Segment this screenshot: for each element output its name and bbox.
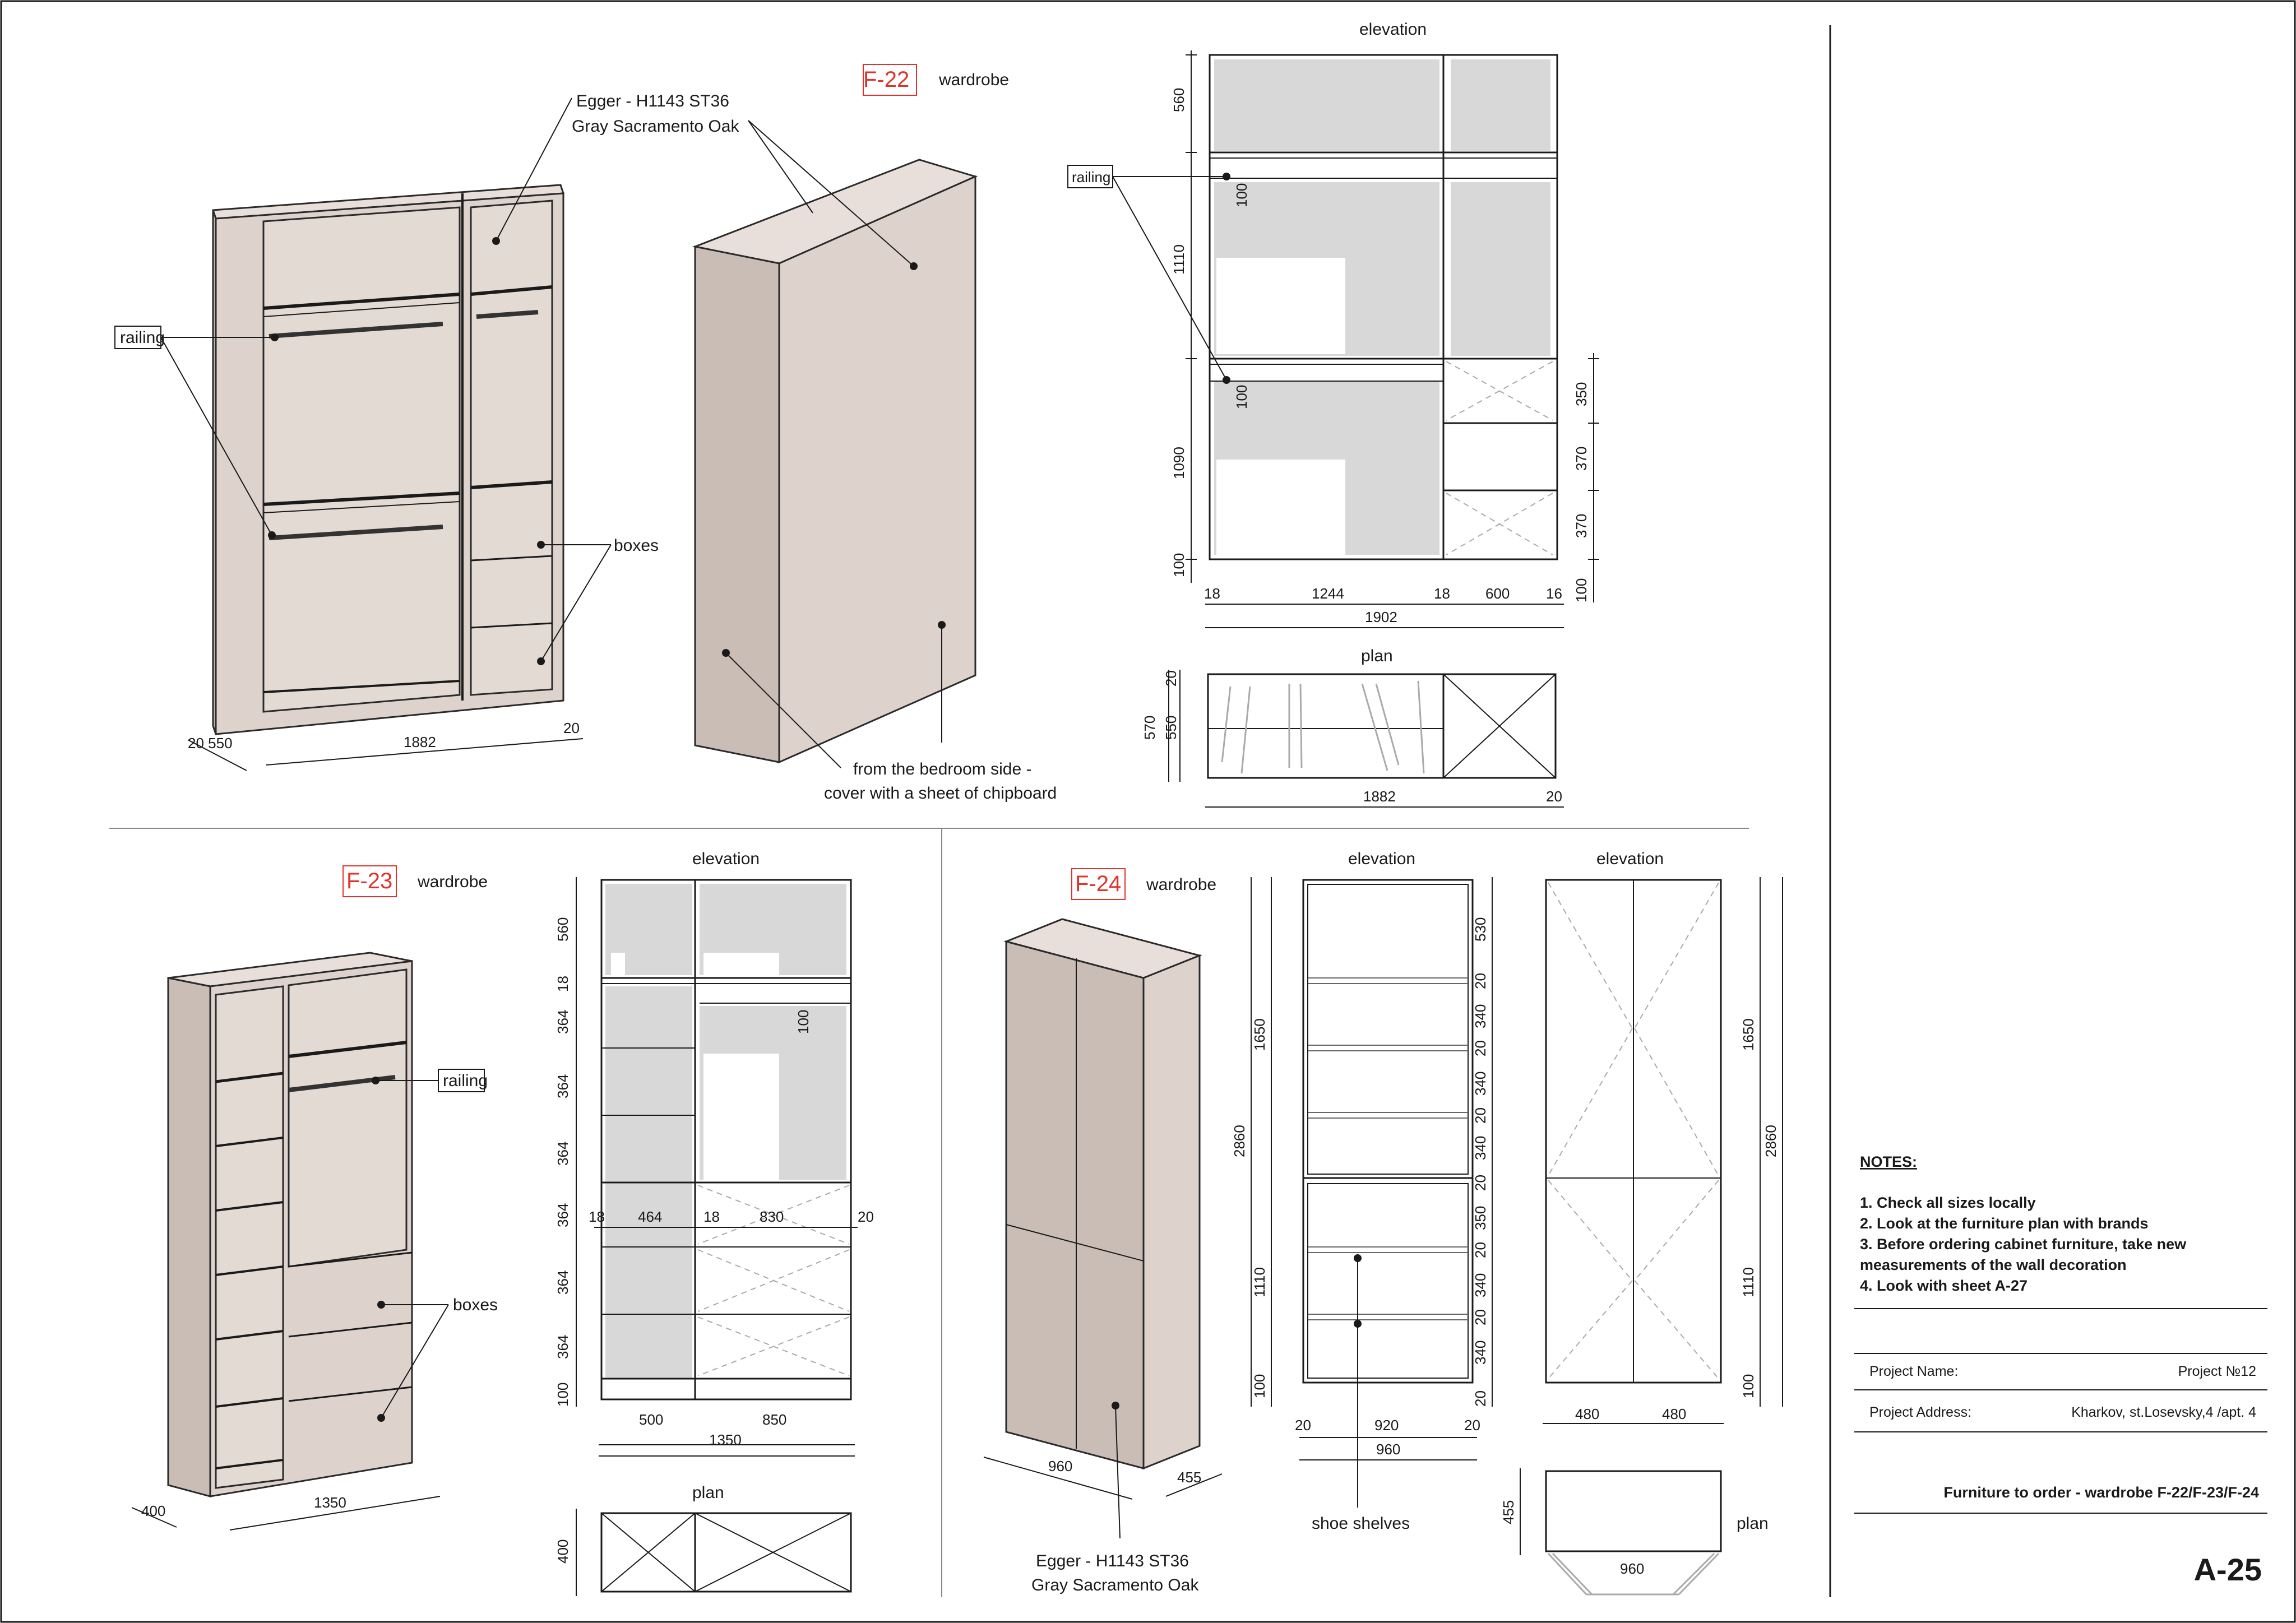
f24-s-340d: 340: [1472, 1273, 1489, 1297]
f24-material-line1: Egger - H1143 ST36: [1036, 1552, 1189, 1570]
f22-back-note-line2: cover with a sheet of chipboard: [824, 784, 1057, 803]
f22-h-100: 100: [1170, 553, 1187, 577]
f24-base: 100: [1251, 1374, 1268, 1398]
notes-title: NOTES:: [1860, 1153, 1918, 1170]
f22-tag: F-22: [863, 67, 910, 92]
project-address-label: Project Address:: [1869, 1404, 1972, 1420]
f22-drawer-350: 350: [1573, 382, 1590, 406]
f22-w-16: 16: [1546, 585, 1562, 602]
f22-iso-width: 1882: [404, 734, 436, 750]
f23-h-364a: 364: [554, 1009, 571, 1034]
f24-elevation-title: elevation: [1348, 850, 1416, 868]
f24-tag: F-24: [1075, 871, 1122, 896]
f24-s-530: 530: [1472, 917, 1489, 942]
f24-total-height: 2860: [1231, 1125, 1248, 1157]
f23-plan-title: plan: [692, 1483, 724, 1502]
note-3: 3. Before ordering cabinet furniture, take new: [1860, 1236, 2187, 1253]
f23-name: wardrobe: [418, 873, 488, 891]
project-name: Project №12: [2178, 1364, 2256, 1379]
f23-plan-depth: 400: [554, 1539, 571, 1564]
f22-back-note-line1: from the bedroom side -: [853, 760, 1032, 778]
f22-drawer-370a: 370: [1573, 446, 1590, 471]
f24-iso-width: 960: [1048, 1458, 1073, 1474]
f23-h-364c: 364: [554, 1141, 571, 1166]
f22-h-560: 560: [1170, 87, 1187, 112]
f22-drawer-100: 100: [1573, 578, 1590, 602]
f24-s-20g: 20: [1472, 1390, 1489, 1407]
f23-tag: F-23: [346, 869, 393, 893]
f22-total-width: 1902: [1365, 609, 1397, 625]
f24-elevation-closed: [1546, 880, 1721, 1383]
f24-lower: 1110: [1251, 1267, 1268, 1297]
f24-s-350: 350: [1472, 1205, 1489, 1230]
f24-elevation-open: [1303, 880, 1473, 1383]
f23-h-364b: 364: [554, 1074, 571, 1098]
f23-iso-width: 1350: [314, 1494, 346, 1511]
f22-plan-width: 1882: [1363, 788, 1396, 805]
f22-iso-right: 20: [563, 720, 580, 736]
f23-railing-label: railing: [443, 1072, 488, 1090]
f22-iso-dimensions: [188, 739, 583, 771]
f24-elev2-base: 100: [1740, 1374, 1757, 1398]
f24-s-20f: 20: [1472, 1309, 1489, 1325]
f24-s-340b: 340: [1472, 1071, 1489, 1096]
f23-plan: [601, 1513, 851, 1592]
f24-s-20e: 20: [1472, 1242, 1489, 1258]
f24-iso-depth: 455: [1177, 1469, 1202, 1486]
f22-elevation: [1210, 55, 1557, 559]
f22-elev-railing-label: railing: [1072, 169, 1111, 186]
f22-railing-label: railing: [120, 328, 165, 347]
drawing-title: Furniture to order - wardrobe F-22/F-23/F-24: [1943, 1484, 2259, 1501]
f22-w-600: 600: [1485, 585, 1510, 602]
f23-w-850: 850: [762, 1411, 787, 1428]
f22-boxes-label: boxes: [614, 536, 659, 555]
f22-iso-depth: 20 550: [188, 735, 233, 752]
f23-total-width: 1350: [709, 1431, 742, 1448]
f23-iso-depth: 400: [141, 1503, 166, 1519]
f23-h-560: 560: [554, 917, 571, 942]
f22-name: wardrobe: [939, 71, 1010, 89]
f22-rail-gap-1: 100: [1233, 183, 1250, 207]
f22-rail-gap-2: 100: [1233, 384, 1250, 409]
f23-iso-dims: [132, 1496, 440, 1530]
f22-plan-20: 20: [1163, 670, 1179, 687]
f22-elevation-title: elevation: [1359, 20, 1427, 39]
f22-drawer-370b: 370: [1573, 513, 1590, 538]
f24-s-20c: 20: [1472, 1107, 1489, 1124]
f24-door-480a: 480: [1575, 1406, 1600, 1422]
f22-drawer-dim-line: [1588, 353, 1599, 602]
f24-elevation2-title: elevation: [1596, 850, 1664, 868]
f22-isometric-closed: [695, 160, 975, 762]
f24-s-20b: 20: [1472, 1040, 1489, 1056]
f24-upper: 1650: [1251, 1018, 1268, 1051]
f22-w-1244: 1244: [1312, 585, 1344, 602]
f23-w-500: 500: [639, 1411, 664, 1428]
f23-h-364d: 364: [554, 1203, 571, 1227]
f24-isometric: [1006, 919, 1200, 1468]
f24-iw-20a: 20: [1295, 1417, 1311, 1434]
f24-iw-920: 920: [1374, 1417, 1399, 1434]
f22-h-1090: 1090: [1170, 447, 1187, 479]
f24-material-line2: Gray Sacramento Oak: [1031, 1576, 1199, 1594]
f22-isometric-open: [213, 185, 563, 734]
project-name-label: Project Name:: [1869, 1364, 1959, 1379]
f24-plan-depth: 455: [1500, 1500, 1517, 1524]
f22-material-line2: Gray Sacramento Oak: [572, 117, 739, 136]
f22-height-dim-line: [1186, 50, 1197, 583]
f23-elevation-title: elevation: [692, 850, 760, 868]
f23-h-364e: 364: [554, 1270, 571, 1295]
f23-iw-830: 830: [760, 1208, 784, 1225]
f24-s-340a: 340: [1472, 1004, 1489, 1028]
note-3-cont: measurements of the wall decoration: [1860, 1256, 2127, 1273]
project-address: Kharkov, st.Losevsky,4 /apt. 4: [2071, 1404, 2256, 1420]
note-1: 1. Check all sizes locally: [1860, 1194, 2036, 1211]
f24-s-340e: 340: [1472, 1340, 1489, 1365]
f22-plan-550: 550: [1163, 715, 1179, 740]
f24-total-width: 960: [1376, 1441, 1401, 1458]
f24-plan-width: 960: [1620, 1560, 1645, 1577]
f23-iw-18b: 18: [703, 1208, 720, 1225]
f23-h-18: 18: [554, 976, 571, 992]
f24-s-340c: 340: [1472, 1135, 1489, 1160]
f23-h-100: 100: [554, 1382, 571, 1407]
f24-elev2-lower: 1110: [1740, 1267, 1757, 1297]
sheet-number: A-25: [2193, 1552, 2262, 1587]
f22-w-18a: 18: [1204, 585, 1220, 602]
f23-boxes-label: boxes: [453, 1296, 498, 1314]
f22-material-line1: Egger - H1143 ST36: [576, 92, 729, 110]
f24-elev2-total: 2860: [1762, 1125, 1779, 1157]
f22-plan-title: plan: [1361, 647, 1393, 665]
f24-iw-20b: 20: [1464, 1417, 1480, 1434]
f23-iw-20: 20: [858, 1208, 874, 1225]
f24-s-20a: 20: [1472, 973, 1489, 989]
f22-plan-right: 20: [1546, 788, 1562, 805]
f24-s-20d: 20: [1472, 1175, 1489, 1191]
f23-iw-464: 464: [638, 1208, 663, 1225]
f23-h-364f: 364: [554, 1334, 571, 1359]
f23-rail-gap: 100: [795, 1009, 812, 1034]
f24-plan-title: plan: [1737, 1514, 1769, 1533]
f22-plan: [1208, 674, 1556, 778]
f23-iw-18a: 18: [589, 1208, 605, 1225]
f24-name: wardrobe: [1146, 875, 1217, 894]
f24-shoe-shelves-label: shoe shelves: [1312, 1514, 1410, 1533]
f22-h-1110: 1110: [1170, 244, 1187, 275]
f24-elev2-upper: 1650: [1740, 1018, 1757, 1051]
note-2: 2. Look at the furniture plan with brands: [1860, 1215, 2149, 1232]
note-4: 4. Look with sheet A-27: [1860, 1277, 2028, 1294]
f24-door-480b: 480: [1662, 1406, 1687, 1422]
f22-w-18b: 18: [1434, 585, 1450, 602]
f22-plan-570: 570: [1141, 715, 1158, 740]
f23-isometric: [168, 953, 412, 1496]
f23-elevation: [601, 880, 851, 1399]
